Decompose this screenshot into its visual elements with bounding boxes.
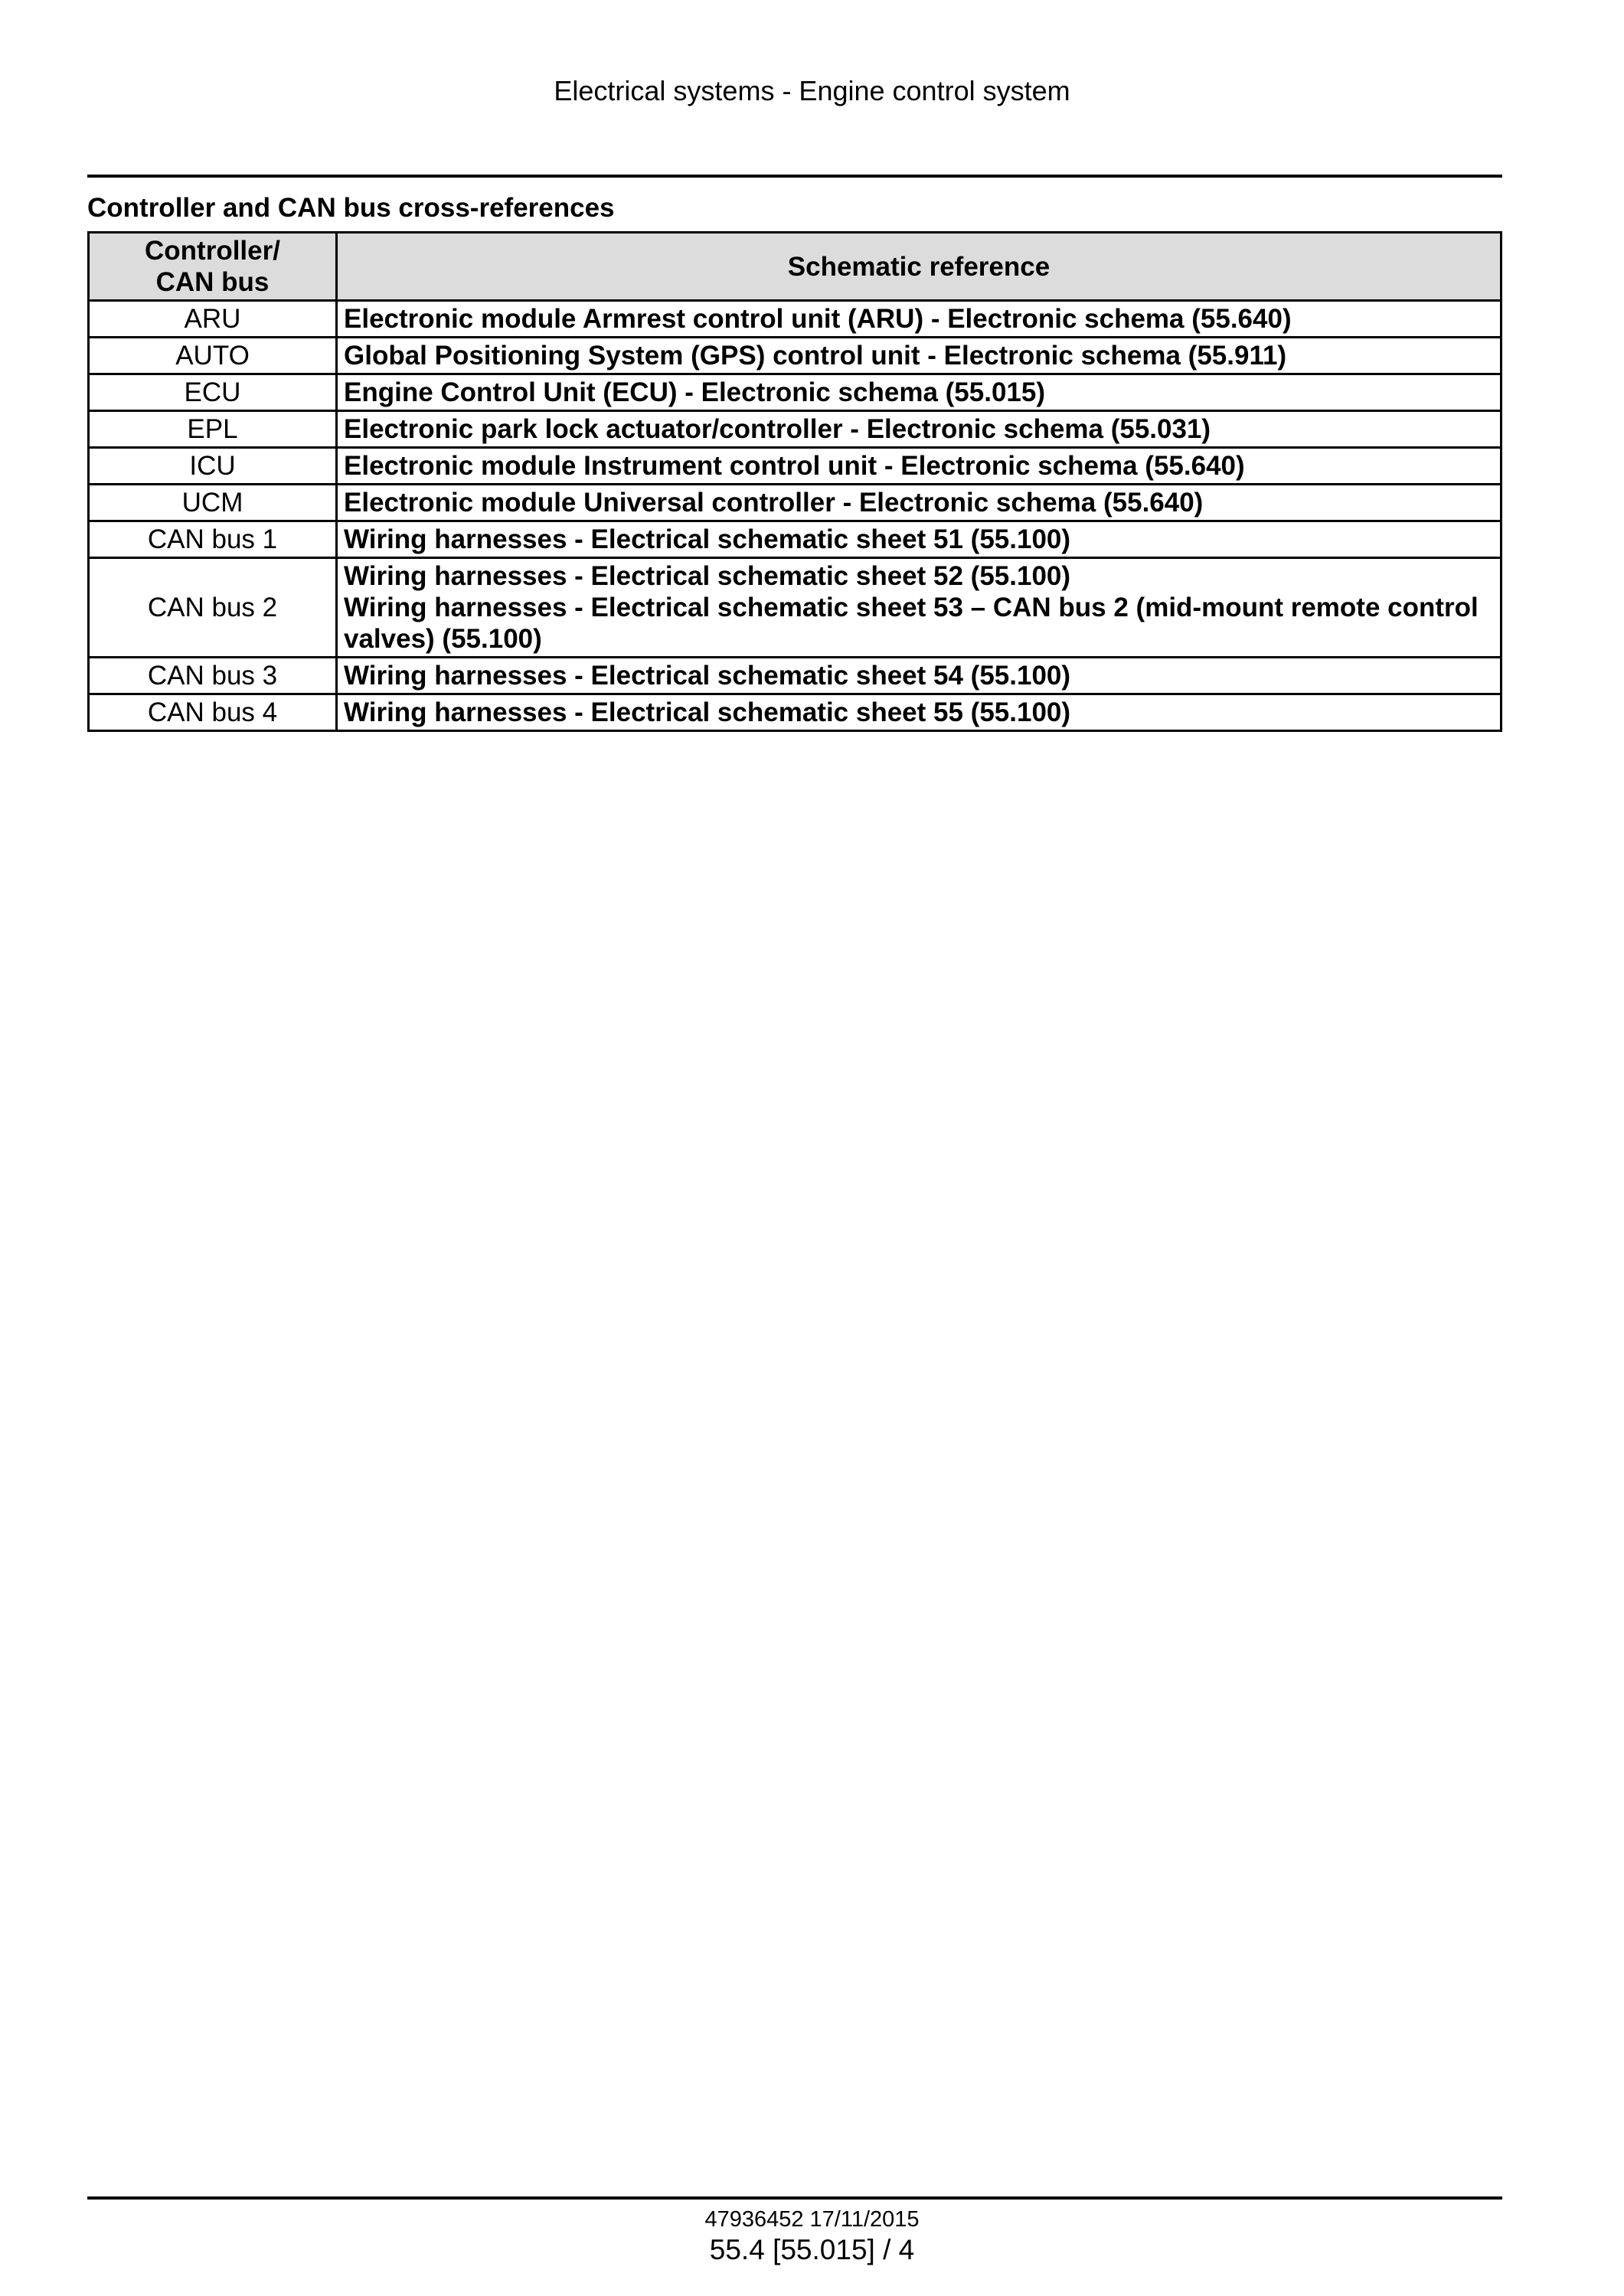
table-row bbox=[89, 448, 1501, 485]
controller-cell: AUTO bbox=[89, 338, 337, 374]
section-title: Controller and CAN bus cross-references bbox=[87, 193, 615, 223]
schematic-reference-link[interactable]: Engine Control Unit (ECU) - Electronic schema (55.015) bbox=[344, 377, 1045, 407]
schematic-reference-link[interactable]: Global Positioning System (GPS) control unit - Electronic schema (55.911) bbox=[344, 341, 1287, 371]
schematic-reference-cell bbox=[337, 374, 1501, 411]
table-body bbox=[89, 301, 1501, 731]
footer-divider bbox=[87, 2196, 1502, 2200]
header-divider bbox=[87, 175, 1502, 178]
controller-cell: EPL bbox=[89, 411, 337, 448]
schematic-reference-cell bbox=[337, 411, 1501, 448]
table-row bbox=[89, 694, 1501, 731]
schematic-reference-cell bbox=[337, 658, 1501, 694]
schematic-reference-cell bbox=[337, 558, 1501, 658]
schematic-reference-link[interactable]: Electronic park lock actuator/controller - Electronic schema (55.031) bbox=[344, 414, 1211, 444]
column-header-controller bbox=[89, 233, 337, 301]
page-header-title: Electrical systems - Engine control system bbox=[554, 75, 1070, 106]
column-header-controller-line1: Controller/ bbox=[145, 236, 280, 266]
footer-page-reference: 55.4 [55.015] / 4 bbox=[709, 2234, 915, 2265]
controller-cell: CAN bus 3 bbox=[89, 658, 337, 694]
column-header-controller-line2: CAN bus bbox=[155, 267, 270, 297]
schematic-reference-cell bbox=[337, 301, 1501, 338]
controller-cell: CAN bus 1 bbox=[89, 521, 337, 558]
schematic-reference-cell bbox=[337, 521, 1501, 558]
schematic-reference-link[interactable]: Wiring harnesses - Electrical schematic sheet 53 – CAN bus 2 (mid-mount remote control valves) (55.100) bbox=[344, 593, 1479, 654]
table-row bbox=[89, 374, 1501, 411]
schematic-reference-link[interactable]: Electronic module Universal controller - Electronic schema (55.640) bbox=[344, 488, 1204, 518]
schematic-reference-link[interactable]: Wiring harnesses - Electrical schematic sheet 52 (55.100) bbox=[344, 561, 1071, 591]
controller-cell: UCM bbox=[89, 485, 337, 521]
table-header-row bbox=[89, 233, 1501, 301]
table-row bbox=[89, 485, 1501, 521]
footer-document-info: 47936452 17/11/2015 bbox=[704, 2207, 920, 2232]
schematic-reference-link[interactable]: Wiring harnesses - Electrical schematic sheet 55 (55.100) bbox=[344, 697, 1071, 727]
table-row bbox=[89, 411, 1501, 448]
schematic-reference-link[interactable]: Electronic module Armrest control unit (ARU) - Electronic schema (55.640) bbox=[344, 304, 1292, 334]
controller-cell: CAN bus 4 bbox=[89, 694, 337, 731]
controller-cell: CAN bus 2 bbox=[89, 558, 337, 658]
controller-cell: ECU bbox=[89, 374, 337, 411]
schematic-reference-link[interactable]: Wiring harnesses - Electrical schematic sheet 54 (55.100) bbox=[344, 661, 1071, 691]
table-row bbox=[89, 658, 1501, 694]
table-row bbox=[89, 521, 1501, 558]
table-row bbox=[89, 338, 1501, 374]
controller-cell: ICU bbox=[89, 448, 337, 485]
schematic-reference-cell bbox=[337, 485, 1501, 521]
table-row bbox=[89, 301, 1501, 338]
controller-cell: ARU bbox=[89, 301, 337, 338]
schematic-reference-link[interactable]: Electronic module Instrument control unit - Electronic schema (55.640) bbox=[344, 451, 1245, 481]
table-row bbox=[89, 558, 1501, 658]
cross-reference-table bbox=[87, 231, 1502, 732]
schematic-reference-cell bbox=[337, 448, 1501, 485]
column-header-schematic-reference: Schematic reference bbox=[337, 233, 1501, 301]
schematic-reference-cell bbox=[337, 694, 1501, 731]
schematic-reference-cell bbox=[337, 338, 1501, 374]
schematic-reference-link[interactable]: Wiring harnesses - Electrical schematic sheet 51 (55.100) bbox=[344, 524, 1071, 554]
